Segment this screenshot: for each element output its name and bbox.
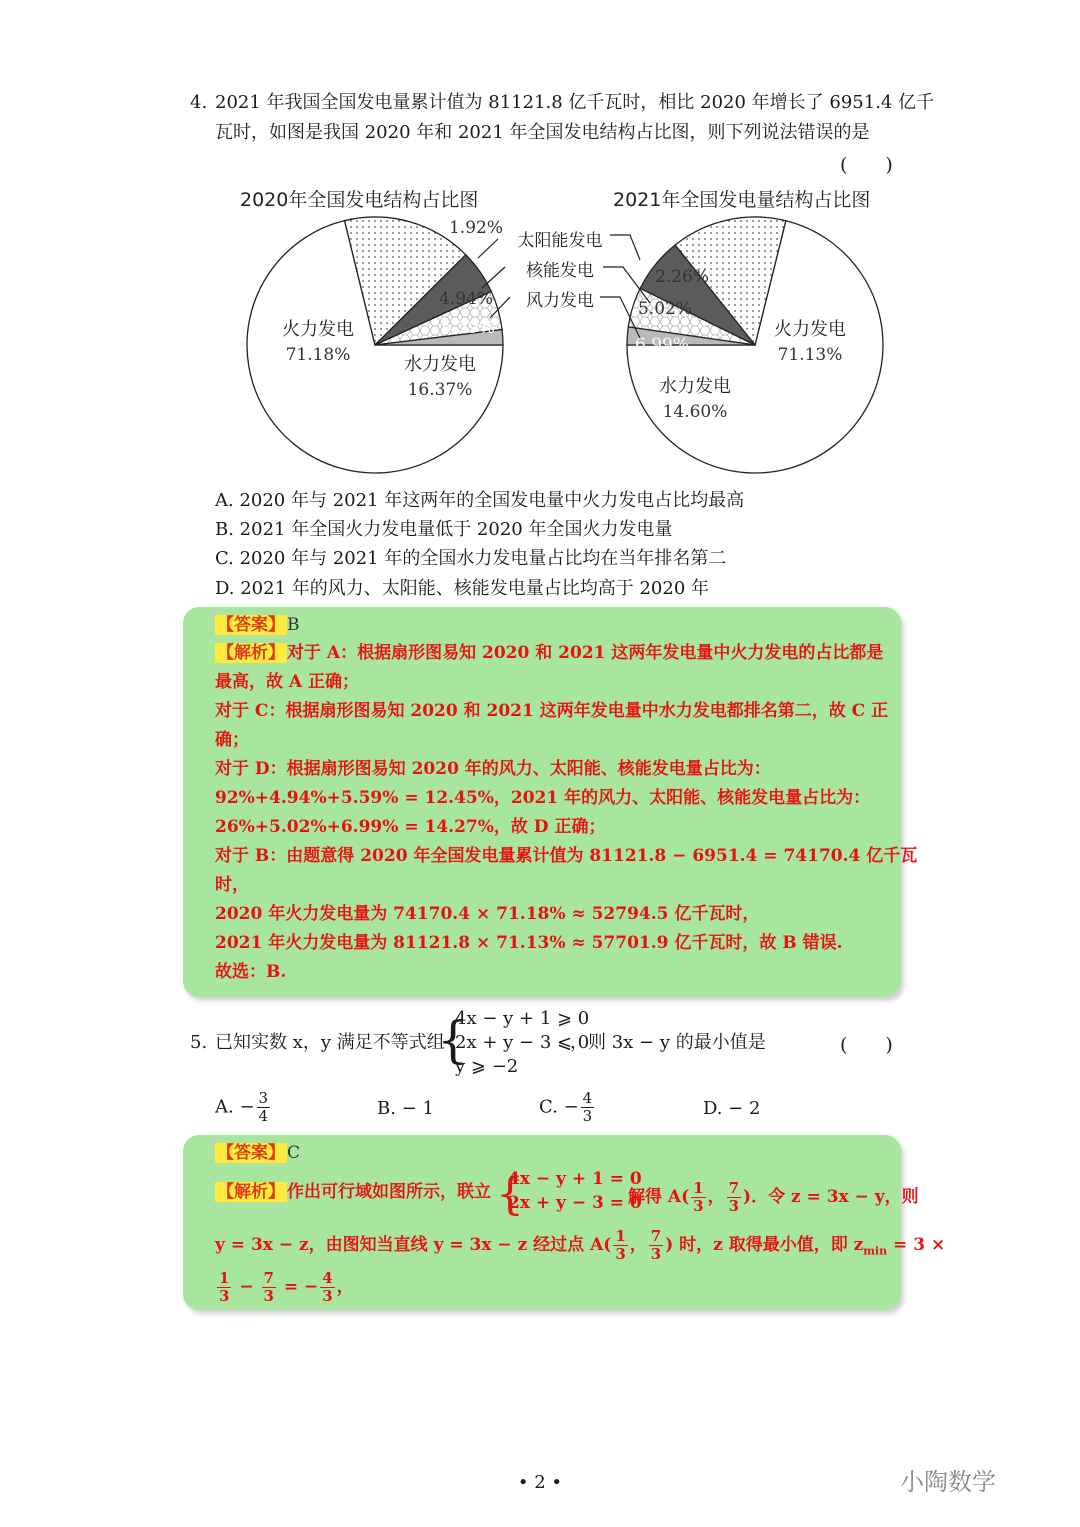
- a4-line-7: 对于 B：由题意得 2020 年全国发电量累计值为 81121.8 − 6951.4 = 74170.4 亿千瓦: [215, 846, 918, 866]
- a4-line-11: 故选：B.: [215, 962, 287, 982]
- q5-system-3: y ⩾ −2: [455, 1056, 519, 1077]
- a4-line-5: 92%+4.94%+5.59% = 12.45%，2021 年的风力、太阳能、核能发电量占比为：: [215, 788, 871, 808]
- q4-answer-paren: ( ): [840, 154, 893, 176]
- slice-label-wind: 6.99%: [634, 335, 690, 355]
- legend-label: 风力发电: [526, 291, 594, 311]
- a4-line-3: 确；: [215, 730, 249, 750]
- a4-line-0: [215, 639, 883, 668]
- answer-letter: B: [287, 615, 300, 635]
- analysis-tag-q5: 【解析】: [217, 1182, 285, 1202]
- slice-label-nuclear: 5.02%: [637, 299, 693, 319]
- a4-line-2: 对于 C：根据扇形图易知 2020 和 2021 这两年发电量中水力发电都排名第二，故 C 正: [215, 701, 889, 721]
- q5-answer-paren: ( ): [840, 1034, 893, 1056]
- q5-option-b: B. − 1: [377, 1098, 434, 1119]
- q4-line1: 2021 年我国全国发电量累计值为 81121.8 亿千瓦时，相比 2020 年增长了 6951.4 亿千: [215, 92, 935, 113]
- a5-line-1: 【解析】 作出可行域如图所示，联立: [217, 1182, 491, 1202]
- a4-line-8: 时，: [215, 875, 249, 895]
- slice-label-wind: 5.59%: [440, 318, 496, 338]
- a4-answer-line: [215, 611, 300, 640]
- analysis-text: 对于 A：根据扇形图易知 2020 和 2021 这两年发电量中火力发电的占比都是: [287, 643, 884, 663]
- slice-label-thermal: 71.13%: [777, 345, 843, 365]
- slice-name-thermal: 火力发电: [774, 319, 846, 340]
- a4-line-10: 2021 年火力发电量为 81121.8 × 71.13% ≈ 57701.9 亿千瓦时，故 B 错误.: [215, 933, 843, 953]
- q5-option-a: A. − $\frac{3}{4}$: [215, 1089, 269, 1125]
- watermark: 小陶数学: [900, 1468, 996, 1496]
- q4-option-a: A. 2020 年与 2021 年这两年的全国发电量中火力发电占比均最高: [215, 490, 745, 511]
- q5-number: 5.: [190, 1032, 208, 1053]
- a4-line-4: 对于 D：根据扇形图易知 2020 年的风力、太阳能、核能发电量占比为：: [215, 759, 771, 779]
- legend-label: 太阳能发电: [517, 231, 603, 251]
- q5-system-2: 2x + y − 3 ⩽ 0: [455, 1032, 590, 1053]
- pie-charts: [0, 200, 1080, 500]
- page-number: • 2 •: [517, 1472, 563, 1493]
- slice-name-hydro: 水力发电: [404, 354, 476, 375]
- a5-sys-2: 2x + y − 3 = 0: [508, 1193, 642, 1213]
- slice-label-solar: 1.92%: [448, 218, 504, 238]
- legend-label: 核能发电: [526, 261, 594, 281]
- q5-brace: {: [437, 1011, 469, 1069]
- q5-option-d: D. − 2: [703, 1098, 761, 1119]
- answer-tag-q5: 【答案】: [217, 1143, 285, 1163]
- a5-brace: {: [496, 1169, 524, 1220]
- a4-line-9: 2020 年火力发电量为 74170.4 × 71.18% ≈ 52794.5 亿千瓦时，: [215, 904, 760, 924]
- slice-label-thermal: 71.18%: [285, 345, 351, 365]
- a4-line-1: 最高，故 A 正确；: [215, 672, 360, 692]
- q4-option-c: C. 2020 年与 2021 年的全国水力发电量占比均在当年排名第二: [215, 548, 727, 569]
- answer-letter-q5: C: [287, 1143, 301, 1163]
- q4-number: 4.: [190, 92, 208, 113]
- a5-answer-line: [215, 1139, 300, 1168]
- slice-name-thermal: 火力发电: [282, 319, 354, 340]
- a5-line-3: $\frac{1}{3}$ − $\frac{7}{3}$ = − $\frac{4}{3}$ ，: [219, 1269, 354, 1305]
- q4-option-d: D. 2021 年的风力、太阳能、核能发电量占比均高于 2020 年: [215, 578, 710, 599]
- a5-sys-1: 4x − y + 1 = 0: [508, 1169, 642, 1189]
- q5-suffix: ，则 3x − y 的最小值是: [570, 1032, 766, 1053]
- slice-label-hydro: 16.37%: [407, 380, 473, 400]
- slice-label-solar: 2.26%: [654, 267, 710, 287]
- analysis-tag: 【解析】: [217, 643, 285, 663]
- legend: [478, 231, 650, 338]
- a5-line-1b: 解得 A( $\frac{1}{3}$ ， $\frac{7}{3}$ )．令 z = 3x − y，则: [628, 1179, 919, 1215]
- answer-tag: 【答案】: [217, 615, 285, 635]
- leader-line: [478, 239, 498, 258]
- q5-system-1: 4x − y + 1 ⩾ 0: [455, 1008, 590, 1029]
- q4-line2: 瓦时，如图是我国 2020 年和 2021 年全国发电结构占比图，则下列说法错误的是: [215, 122, 870, 143]
- a4-line-6: 26%+5.02%+6.99% = 14.27%，故 D 正确；: [215, 817, 606, 837]
- slice-label-hydro: 14.60%: [662, 402, 728, 422]
- q4-option-b: B. 2021 年全国火力发电量低于 2020 年全国火力发电量: [215, 519, 673, 540]
- pie-2020: [247, 217, 503, 473]
- slice-label-nuclear: 4.94%: [438, 289, 494, 309]
- q5-option-c: C. − $\frac{4}{3}$: [539, 1089, 593, 1125]
- chart-2020-title: 2020年全国发电结构占比图: [240, 189, 479, 211]
- q5-prefix: 已知实数 x，y 满足不等式组: [215, 1032, 445, 1053]
- leader-line: [610, 235, 640, 260]
- pie-2021: [627, 217, 883, 473]
- a5-line-2: y = 3x − z，由图知当直线 y = 3x − z 经过点 A( $\frac{1}{3}$ ， $\frac{7}{3}$ ) 时，z 取得最小值，即 $z_{min} = 3$ ×: [215, 1227, 946, 1263]
- leader-line: [482, 267, 505, 288]
- chart-2021-title: 2021年全国发电量结构占比图: [613, 189, 871, 211]
- slice-name-hydro: 水力发电: [659, 376, 731, 397]
